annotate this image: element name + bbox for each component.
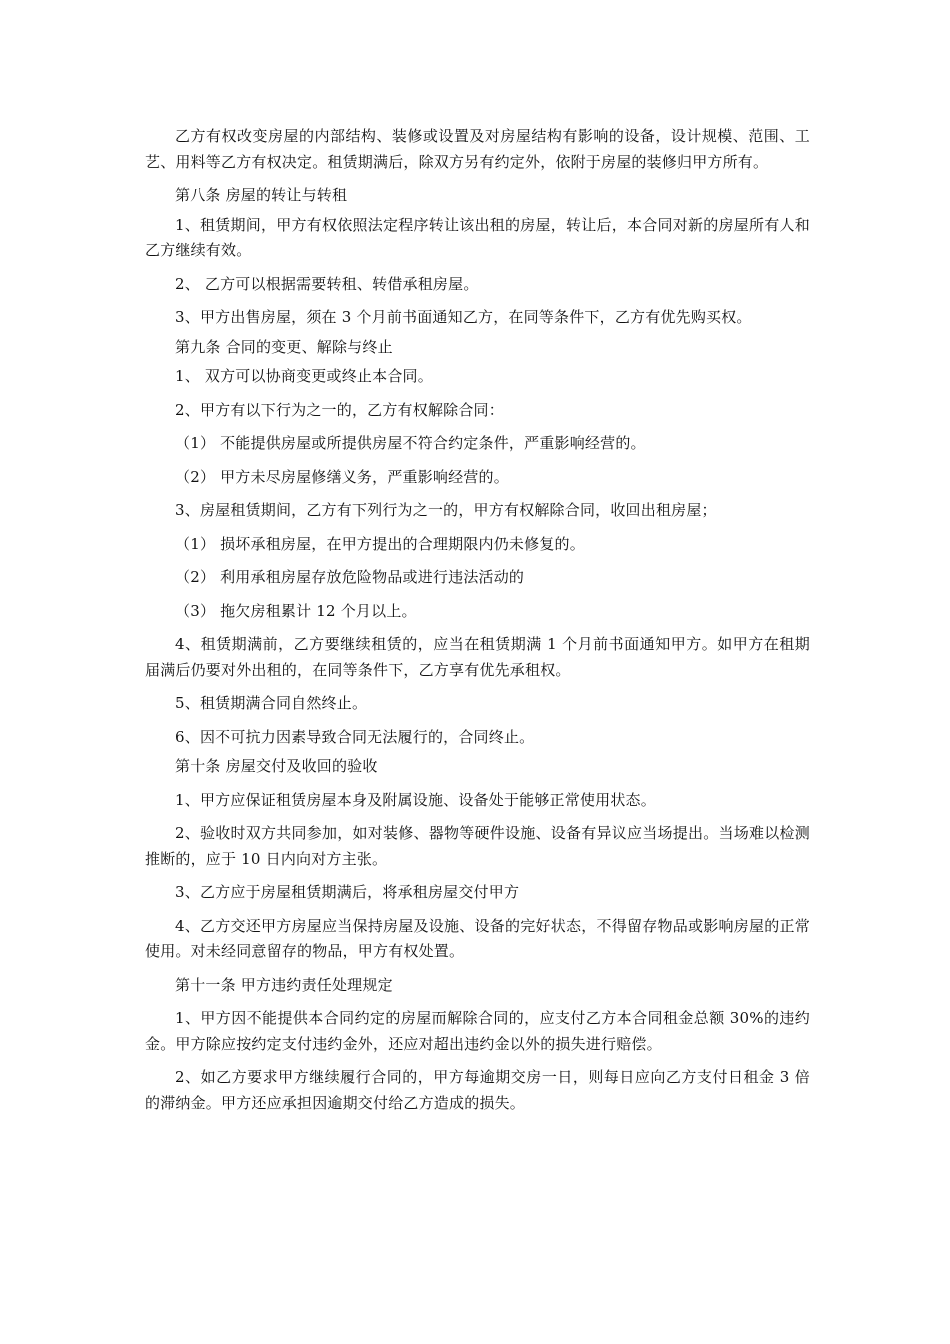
paragraph-9-2-item-2: （2） 甲方未尽房屋修缮义务，严重影响经营的。 (175, 467, 509, 486)
paragraph-9-2-item-1: （1） 不能提供房屋或所提供房屋不符合约定条件，严重影响经营的。 (175, 434, 646, 452)
contract-body (145, 124, 810, 1124)
paragraph-9-3-item-3: （3） 拖欠房租累计 12 个月以上。 (175, 601, 417, 620)
paragraph-renovation-rights: 乙方有权改变房屋的内部结构、装修或设置及对房屋结构有影响的设备，设计规模、范围、工艺、用料等乙方有权决定。租赁期满后，除双方另有约定外，依附于房屋的装修归甲方所有。 (145, 127, 810, 171)
paragraph-9-4: 4、租赁期满前，乙方要继续租赁的，应当在租赁期满 1 个月前书面通知甲方。如甲方在租期届满后仍要对外出租的，在同等条件下，乙方享有优先承租权。 (145, 635, 810, 679)
paragraph-10-3: 3、乙方应于房屋租赁期满后，将承租房屋交付甲方 (175, 883, 520, 901)
paragraph-11-1: 1、甲方因不能提供本合同约定的房屋而解除合同的，应支付乙方本合同租金总额 30%的违约金。甲方除应按约定支付违约金外，还应对超出违约金以外的损失进行赔偿。 (145, 1009, 810, 1053)
paragraph-9-3-item-2: （2） 利用承租房屋存放危险物品或进行违法活动的 (175, 568, 525, 586)
paragraph-10-2: 2、验收时双方共同参加，如对装修、器物等硬件设施、设备有异议应当场提出。当场难以检测推断的，应于 10 日内向对方主张。 (145, 824, 810, 868)
heading-article-10: 第十条 房屋交付及收回的验收 (175, 757, 378, 775)
paragraph-9-1: 1、 双方可以协商变更或终止本合同。 (175, 367, 433, 385)
paragraph-9-6: 6、因不可抗力因素导致合同无法履行的，合同终止。 (175, 727, 535, 746)
paragraph-9-5: 5、租赁期满合同自然终止。 (175, 694, 368, 712)
paragraph-11-2: 2、如乙方要求甲方继续履行合同的，甲方每逾期交房一日，则每日应向乙方支付日租金 3 倍的滞纳金。甲方还应承担因逾期交付给乙方造成的损失。 (145, 1068, 810, 1112)
paragraph-9-3: 3、房屋租赁期间，乙方有下列行为之一的，甲方有权解除合同，收回出租房屋； (175, 501, 717, 519)
paragraph-8-1: 1、租赁期间，甲方有权依照法定程序转让该出租的房屋，转让后，本合同对新的房屋所有人和乙方继续有效。 (145, 215, 810, 259)
heading-article-9: 第九条 合同的变更、解除与终止 (175, 337, 393, 356)
heading-article-8: 第八条 房屋的转让与转租 (175, 186, 348, 204)
paragraph-9-3-item-1: （1） 损坏承租房屋，在甲方提出的合理期限内仍未修复的。 (175, 534, 585, 553)
paragraph-10-1: 1、甲方应保证租赁房屋本身及附属设施、设备处于能够正常使用状态。 (175, 790, 656, 809)
paragraph-8-2: 2、 乙方可以根据需要转租、转借承租房屋。 (175, 274, 479, 293)
heading-article-11: 第十一条 甲方违约责任处理规定 (175, 975, 393, 994)
paragraph-10-4: 4、乙方交还甲方房屋应当保持房屋及设施、设备的完好状态，不得留存物品或影响房屋的正常使用。对未经同意留存的物品，甲方有权处置。 (145, 916, 810, 960)
paragraph-8-3: 3、甲方出售房屋，须在 3 个月前书面通知乙方，在同等条件下，乙方有优先购买权。 (175, 308, 752, 326)
paragraph-9-2: 2、甲方有以下行为之一的，乙方有权解除合同： (175, 400, 504, 419)
